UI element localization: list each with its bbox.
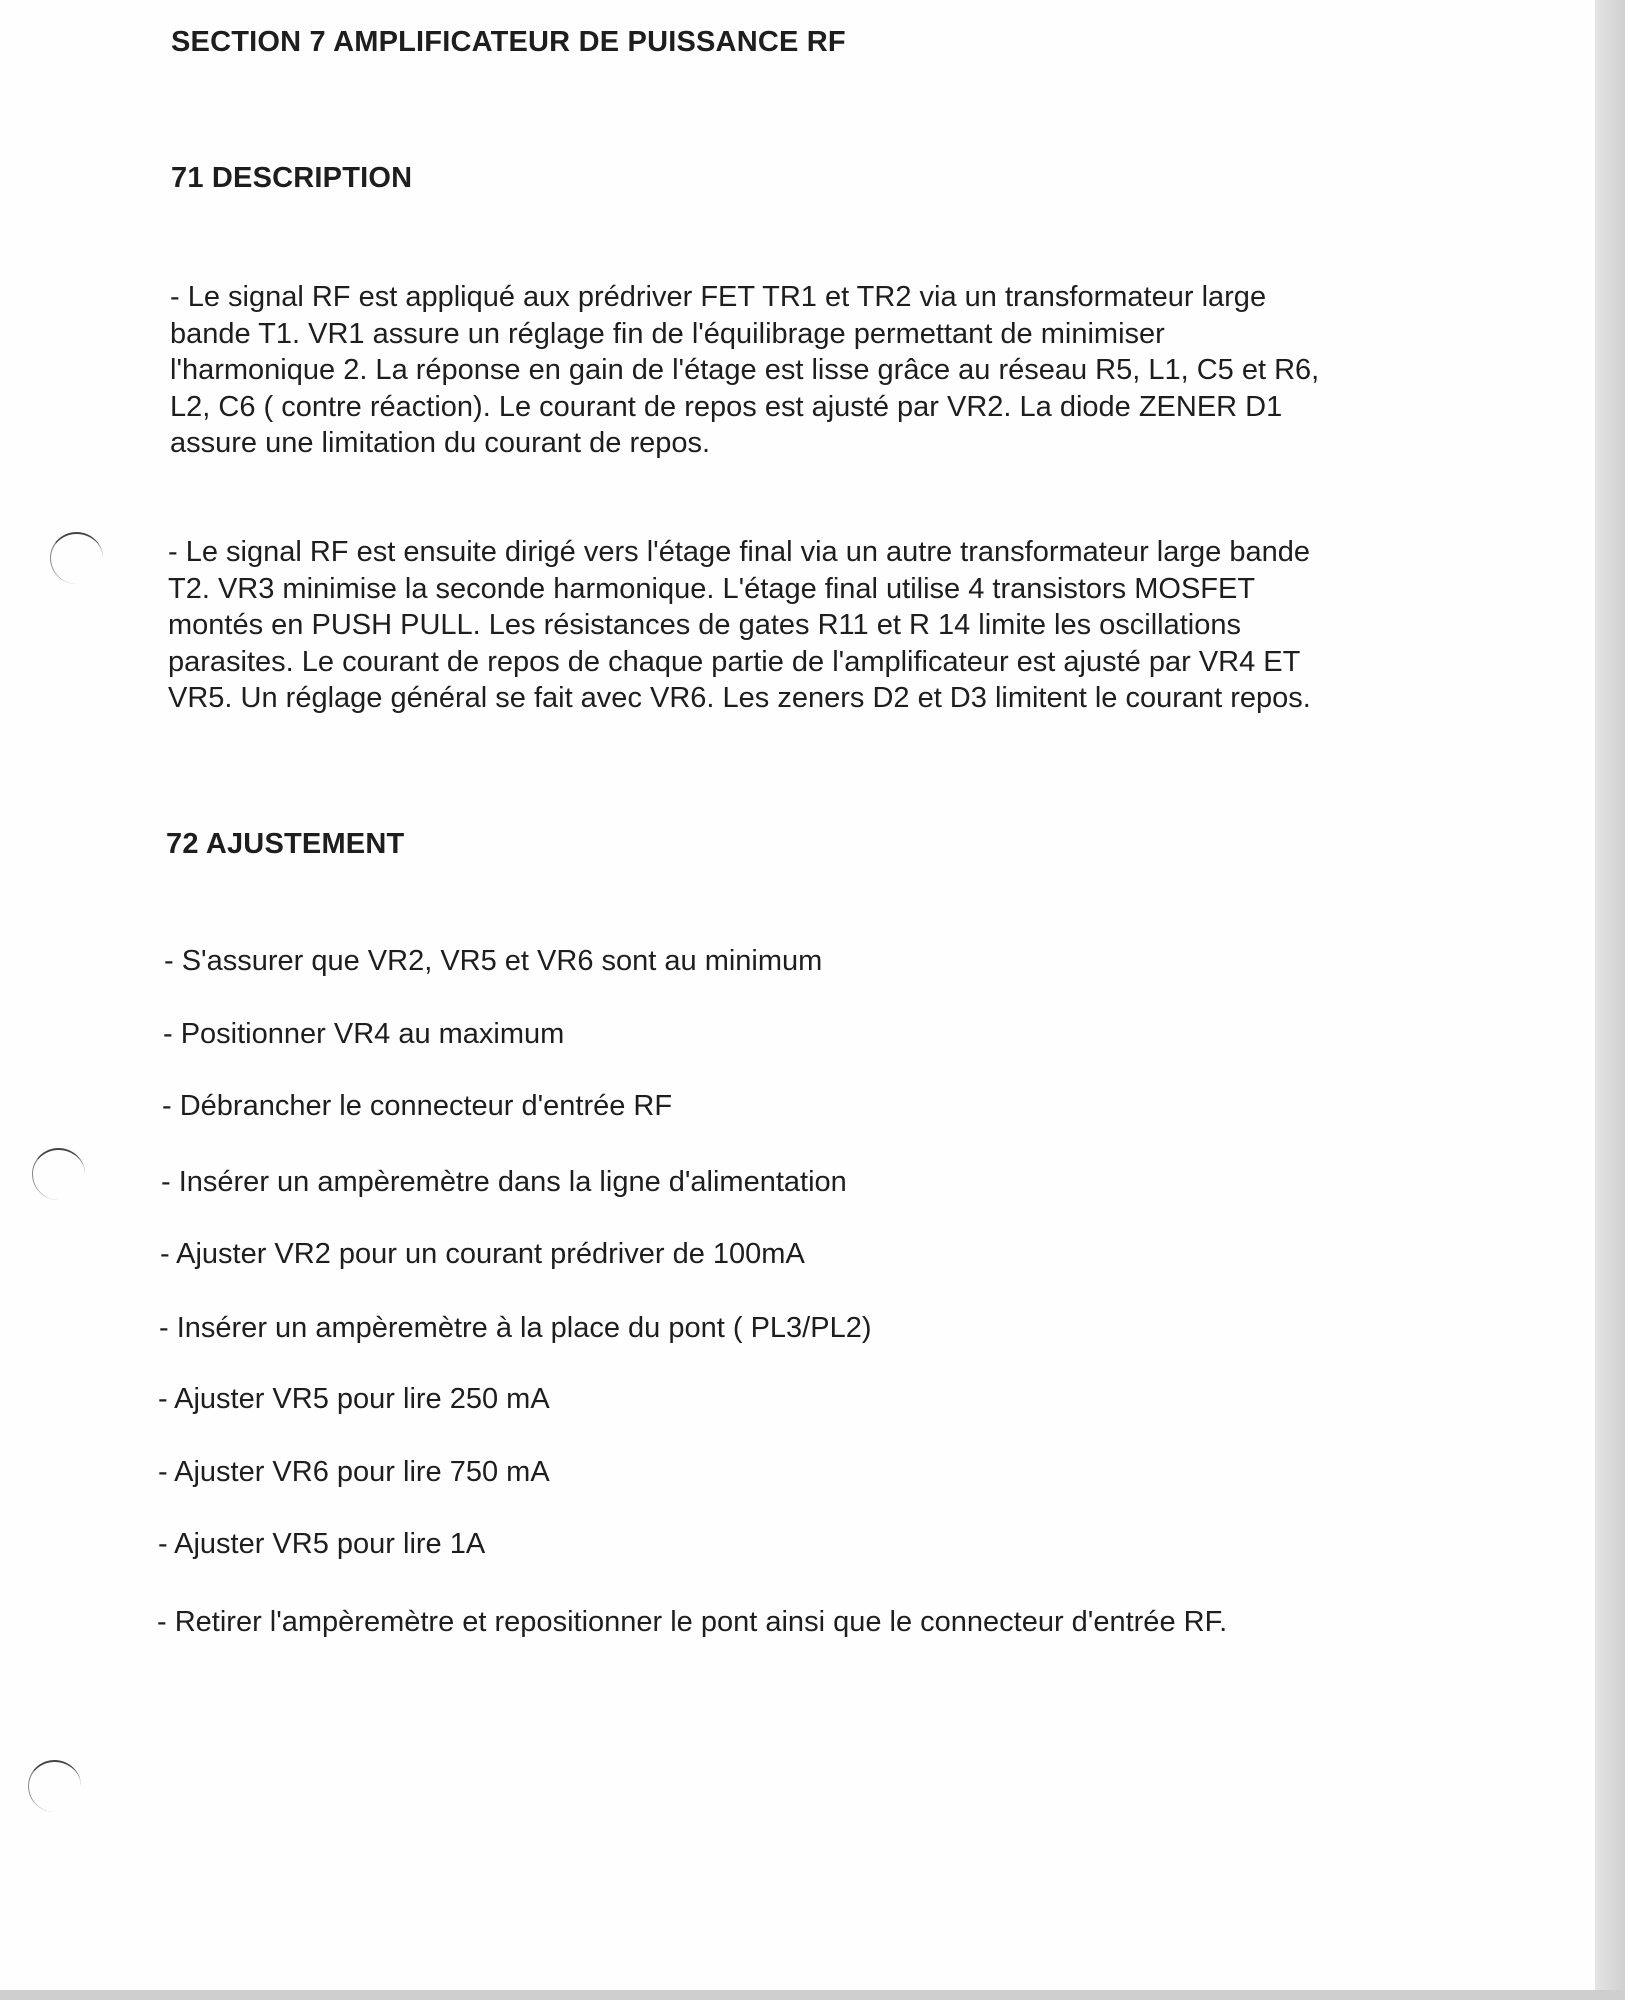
text-line: assure une limitation du courant de repos. [170, 427, 711, 460]
adjustment-step: - Ajuster VR5 pour lire 1A [158, 1528, 486, 1560]
description-paragraph-2 [168, 534, 1311, 717]
text-line: montés en PUSH PULL. Les résistances de gates R11 et R 14 limite les oscillations [168, 609, 1241, 642]
punch-hole-mark [32, 1148, 85, 1200]
text-line: bande T1. VR1 assure un réglage fin de l'équilibrage permettant de minimiser [170, 317, 1165, 350]
punch-hole-mark [28, 1760, 81, 1812]
scan-edge-bottom [0, 1990, 1625, 2000]
adjustment-step: - Ajuster VR6 pour lire 750 mA [158, 1456, 550, 1488]
text-line: T2. VR3 minimise la seconde harmonique. L'étage final utilise 4 transistors MOSFET [168, 572, 1256, 605]
text-line: - Le signal RF est appliqué aux prédriver FET TR1 et TR2 via un transformateur large [170, 281, 1267, 313]
adjustment-step: - Insérer un ampèremètre dans la ligne d'alimentation [161, 1166, 847, 1198]
text-line: l'harmonique 2. La réponse en gain de l'étage est lisse grâce au réseau R5, L1, C5 et R6, [170, 354, 1320, 387]
ajustement-heading: 72 AJUSTEMENT [166, 828, 405, 860]
adjustment-step: - Insérer un ampèremètre à la place du pont ( PL3/PL2) [159, 1312, 872, 1344]
adjustment-step: - S'assurer que VR2, VR5 et VR6 sont au minimum [164, 945, 823, 977]
text-line: VR5. Un réglage général se fait avec VR6. Les zeners D2 et D3 limitent le courant repos. [168, 682, 1311, 715]
description-heading: 71 DESCRIPTION [171, 162, 413, 194]
scan-edge-right [1595, 0, 1625, 2000]
adjustment-step: - Positionner VR4 au maximum [163, 1018, 565, 1050]
section-title: SECTION 7 AMPLIFICATEUR DE PUISSANCE RF [171, 26, 846, 58]
adjustment-step: - Ajuster VR2 pour un courant prédriver de 100mA [160, 1238, 805, 1270]
adjustment-step: - Retirer l'ampèremètre et repositionner le pont ainsi que le connecteur d'entrée RF. [157, 1606, 1228, 1638]
text-line: parasites. Le courant de repos de chaque partie de l'amplificateur est ajusté par VR4 ET [168, 645, 1301, 678]
adjustment-step: - Débrancher le connecteur d'entrée RF [162, 1090, 673, 1122]
adjustment-step: - Ajuster VR5 pour lire 250 mA [158, 1383, 550, 1415]
text-line: L2, C6 ( contre réaction). Le courant de repos est ajusté par VR2. La diode ZENER D1 [170, 390, 1283, 423]
text-line: - Le signal RF est ensuite dirigé vers l'étage final via un autre transformateur large bande [168, 536, 1310, 568]
description-paragraph-1 [170, 279, 1319, 462]
punch-hole-mark [50, 532, 103, 584]
